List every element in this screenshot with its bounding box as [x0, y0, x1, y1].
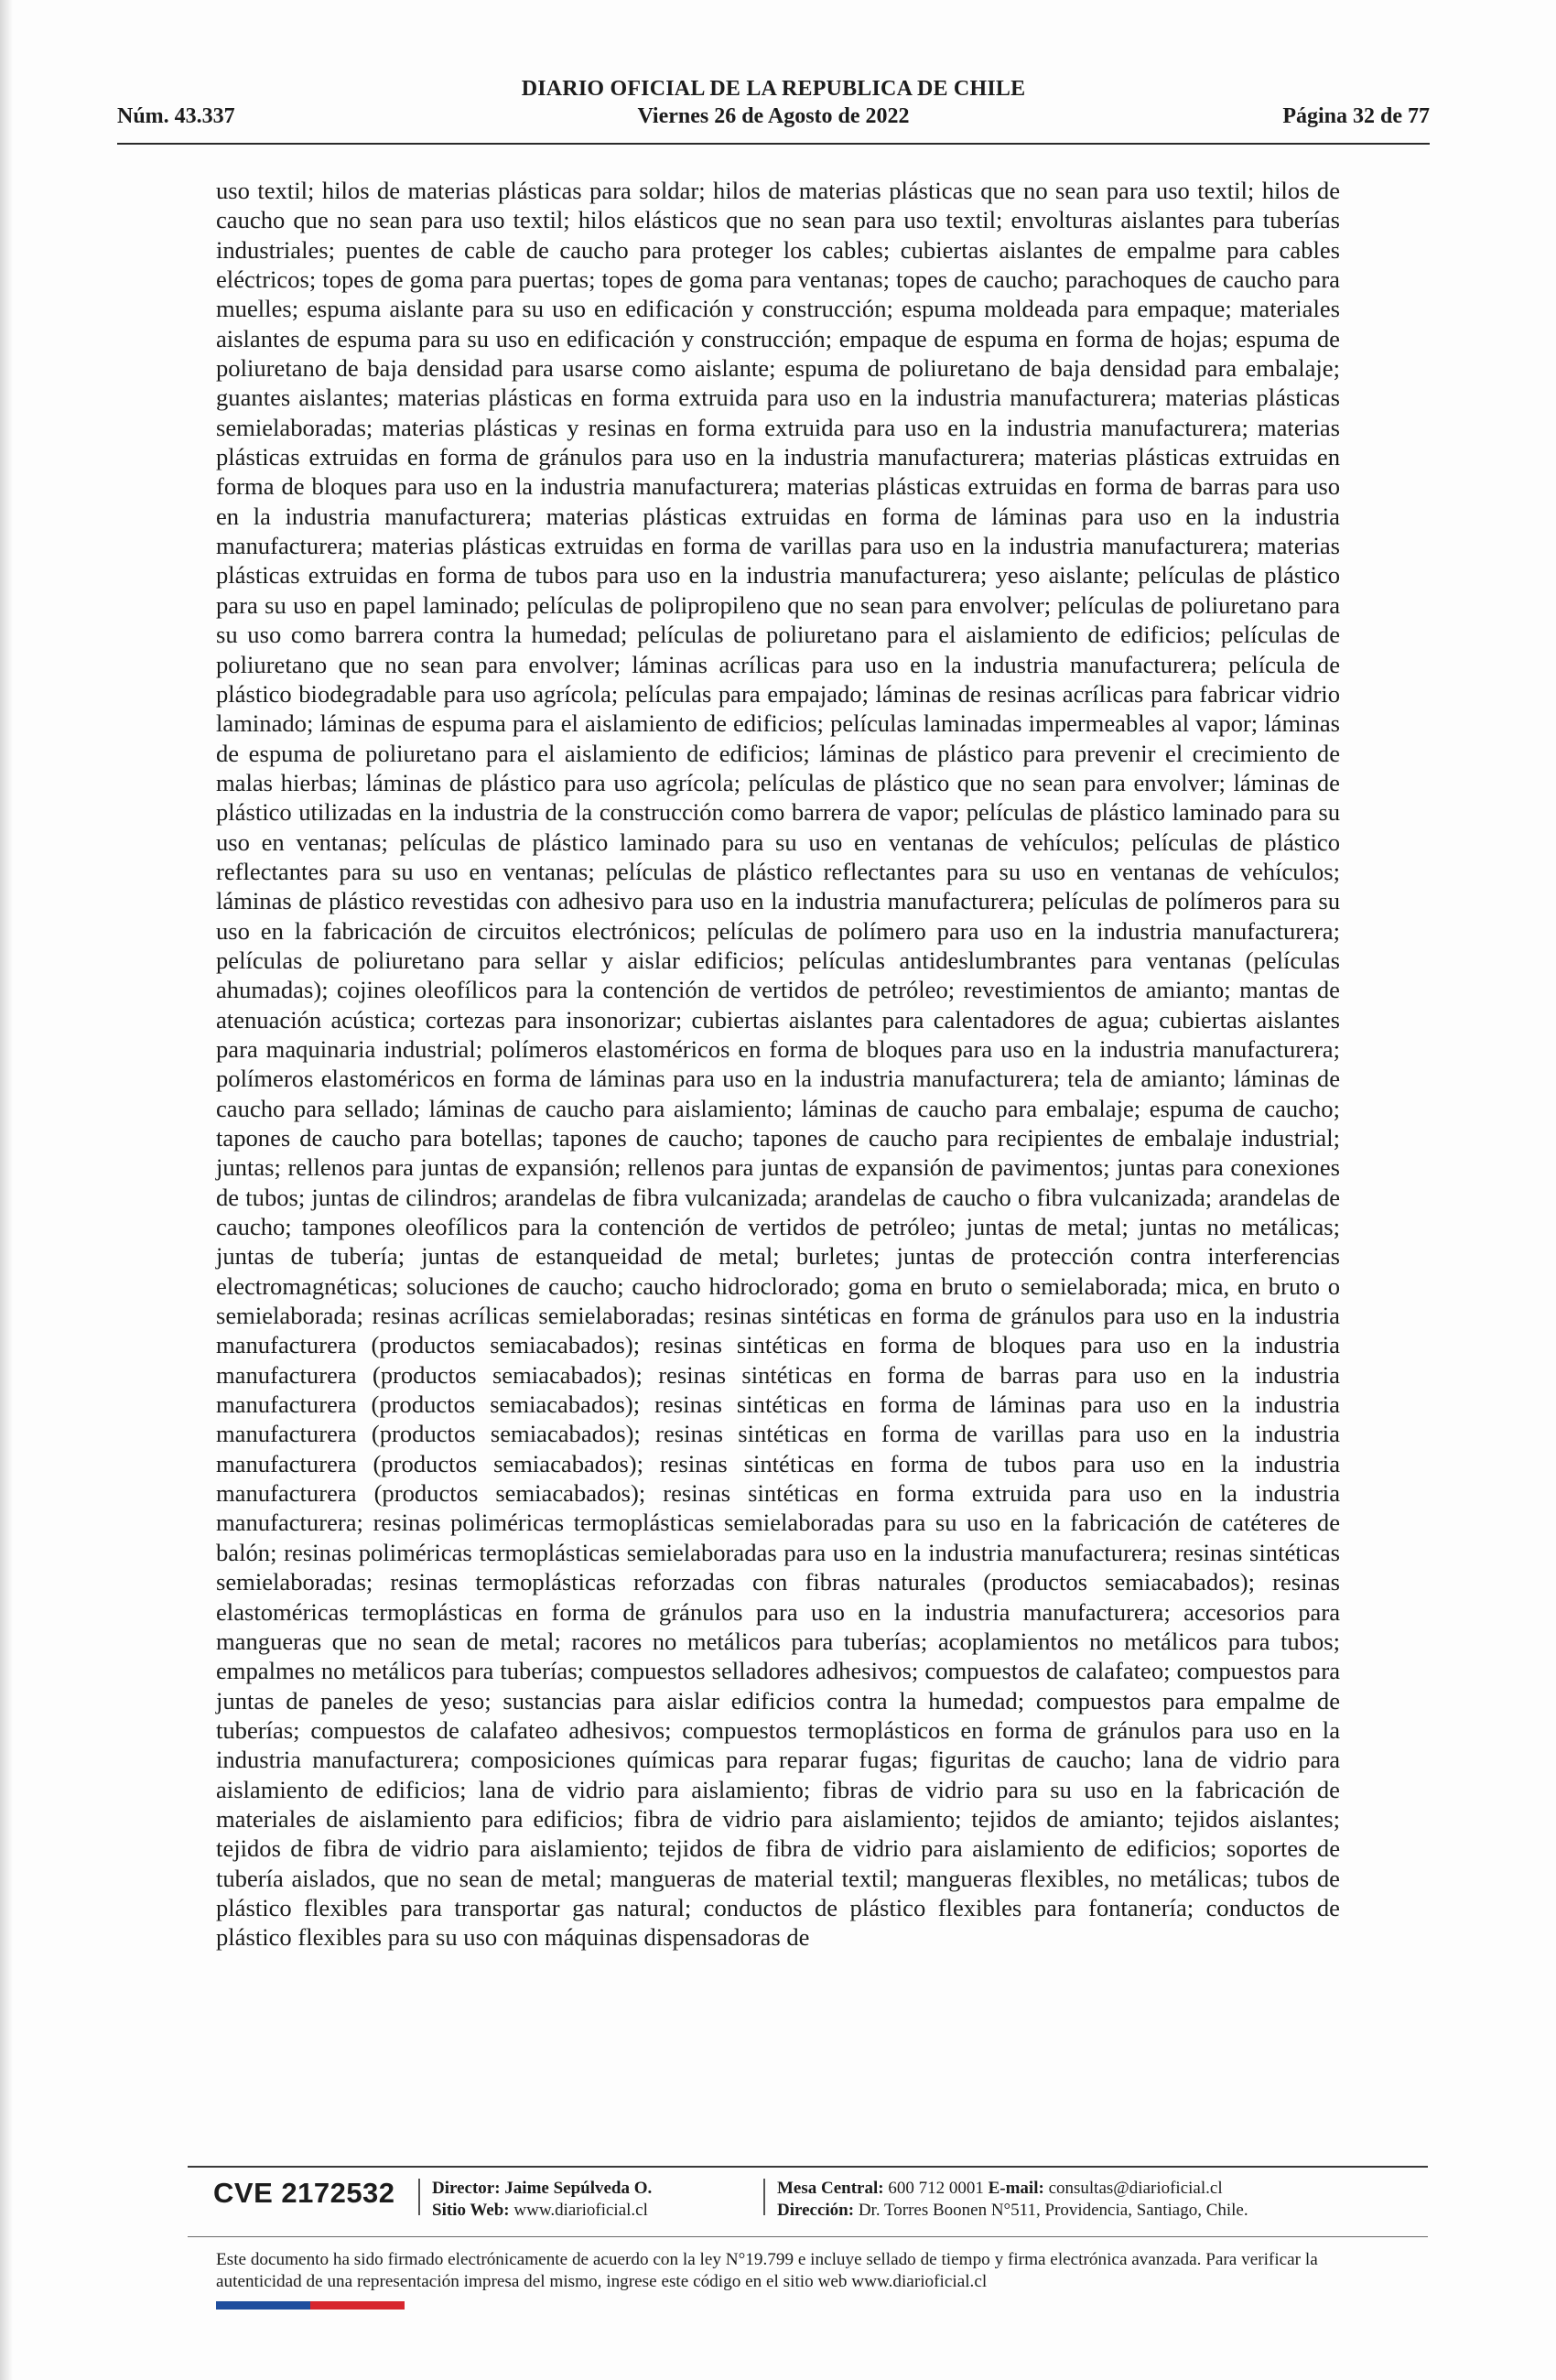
- cve-code: CVE 2172532: [213, 2177, 395, 2209]
- website-line: [432, 2200, 652, 2222]
- footer-divider-lower: [188, 2236, 1428, 2237]
- website-link[interactable]: www.diarioficial.cl: [513, 2201, 648, 2220]
- director-info: [432, 2178, 652, 2222]
- page-edge-shadow: [0, 0, 13, 2380]
- signature-notice: Este documento ha sido firmado electrónicamente de acuerdo con la ley N°19.799 e incluye sellado de tiempo y firma electrónica avanzada. Para verificar la autenticidad de una representación impresa del mismo, ingrese este código en el sitio web www.diarioficial.cl: [216, 2250, 1318, 2291]
- footer-separator: [418, 2179, 420, 2215]
- flag-blue-segment: [216, 2301, 310, 2310]
- flag-red-segment: [310, 2301, 405, 2310]
- website-label: Sitio Web:: [432, 2201, 514, 2220]
- mesa-email-line: [777, 2178, 1248, 2200]
- footer-separator: [763, 2179, 765, 2215]
- email-label: E-mail:: [988, 2179, 1049, 2198]
- mesa-value: 600 712 0001: [888, 2179, 989, 2198]
- page-number: Página 32 de 77: [1282, 104, 1430, 128]
- body-paragraph: uso textil; hilos de materias plásticas para soldar; hilos de materias plásticas que no sean para uso textil; hilos de caucho que no sean para uso textil; hilos elásticos que no sean para uso textil; envolturas aislantes para tuberías industriales; puentes de cable de caucho para proteger los cables; cubiertas aislantes de empalme para cables eléctricos; topes de goma para puertas; topes de goma para ventanas; topes de caucho; parachoques de caucho para muelles; espuma aislante para su uso en edificación y construcción; espuma moldeada para empaque; materiales aislantes de espuma para su uso en edificación y construcción; empaque de espuma en forma de hojas; espuma de poliuretano de baja densidad para usarse como aislante; espuma de poliuretano de baja densidad para embalaje; guantes aislantes; materias plásticas en forma extruida para uso en la industria manufacturera; materias plásticas semielaboradas; materias plásticas y resinas en forma extruida para uso en la industria manufacturera; materias plásticas extruidas en forma de gránulos para uso en la industria manufacturera; materias plásticas extruidas en forma de bloques para uso en la industria manufacturera; materias plásticas extruidas en forma de barras para uso en la industria manufacturera; materias plásticas extruidas en forma de láminas para uso en la industria manufacturera; materias plásticas extruidas en forma de varillas para uso en la industria manufacturera; materias plásticas extruidas en forma de tubos para uso en la industria manufacturera; yeso aislante; películas de plástico para su uso en papel laminado; películas de polipropileno que no sean para envolver; películas de poliuretano para su uso como barrera contra la humedad; películas de poliuretano para el aislamiento de edificios; películas de poliuretano que no sean para envolver; láminas acrílicas para uso en la industria manufacturera; película de plástico biodegradable para uso agrícola; películas para empajado; láminas de resinas acrílicas para fabricar vidrio laminado; láminas de espuma para el aislamiento de edificios; películas laminadas impermeables al vapor; láminas de espuma de poliuretano para el aislamiento de edificios; láminas de plástico para prevenir el crecimiento de malas hierbas; láminas de plástico para uso agrícola; películas de plástico que no sean para envolver; láminas de plástico utilizadas en la industria de la construcción como barrera de vapor; películas de plástico laminado para su uso en ventanas; películas de plástico laminado para su uso en ventanas de vehículos; películas de plástico reflectantes para su uso en ventanas; películas de plástico reflectantes para su uso en ventanas de vehículos; láminas de plástico revestidas con adhesivo para uso en la industria manufacturera; películas de polímeros para su uso en la fabricación de circuitos electrónicos; películas de polímero para uso en la industria manufacturera; películas de poliuretano para sellar y aislar edificios; películas antideslumbrantes para ventanas (películas ahumadas); cojines oleofílicos para la contención de vertidos de petróleo; revestimientos de amianto; mantas de atenuación acústica; cortezas para insonorizar; cubiertas aislantes para calentadores de agua; cubiertas aislantes para maquinaria industrial; polímeros elastoméricos en forma de bloques para uso en la industria manufacturera; polímeros elastoméricos en forma de láminas para uso en la industria manufacturera; tela de amianto; láminas de caucho para sellado; láminas de caucho para aislamiento; láminas de caucho para embalaje; espuma de caucho; tapones de caucho para botellas; tapones de caucho; tapones de caucho para recipientes de embalaje industrial; juntas; rellenos para juntas de expansión; rellenos para juntas de expansión de pavimentos; juntas para conexiones de tubos; juntas de cilindros; arandelas de fibra vulcanizada; arandelas de caucho o fibra vulcanizada; arandelas de caucho; tampones oleofílicos para la contención de vertidos de petróleo; juntas de metal; juntas no metálicas; juntas de tubería; juntas de estanqueidad de metal; burletes; juntas de protección contra interferencias electromagnéticas; soluciones de caucho; caucho hidroclorado; goma en bruto o semielaborada; mica, en bruto o semielaborada; resinas acrílicas semielaboradas; resinas sintéticas en forma de gránulos para uso en la industria manufacturera (productos semiacabados); resinas sintéticas en forma de bloques para uso en la industria manufacturera (productos semiacabados); resinas sintéticas en forma de barras para uso en la industria manufacturera (productos semiacabados); resinas sintéticas en forma de láminas para uso en la industria manufacturera (productos semiacabados); resinas sintéticas en forma de varillas para uso en la industria manufacturera (productos semiacabados); resinas sintéticas en forma de tubos para uso en la industria manufacturera (productos semiacabados); resinas sintéticas en forma extruida para uso en la industria manufacturera; resinas poliméricas termoplásticas semielaboradas para su uso en la fabricación de catéteres de balón; resinas poliméricas termoplásticas semielaboradas para uso en la industria manufacturera; resinas sintéticas semielaboradas; resinas termoplásticas reforzadas con fibras naturales (productos semiacabados); resinas elastoméricas termoplásticas en forma de gránulos para uso en la industria manufacturera; accesorios para mangueras que no sean de metal; racores no metálicos para tuberías; acoplamientos no metálicos para tubos; empalmes no metálicos para tuberías; compuestos selladores adhesivos; compuestos de calafateo; compuestos para juntas de paneles de yeso; sustancias para aislar edificios contra la humedad; compuestos para empalme de tuberías; compuestos de calafateo adhesivos; compuestos termoplásticos en forma de gránulos para uso en la industria manufacturera; composiciones químicas para reparar fugas; figuritas de caucho; lana de vidrio para aislamiento de edificios; lana de vidrio para aislamiento; fibras de vidrio para su uso en la fabricación de materiales de aislamiento para edificios; fibra de vidrio para aislamiento; tejidos de amianto; tejidos aislantes; tejidos de fibra de vidrio para aislamiento; tejidos de fibra de vidrio para aislamiento de edificios; soportes de tubería aislados, que no sean de metal; mangueras de material textil; mangueras flexibles, no metálicas; tubos de plástico flexibles para transportar gas natural; conductos de plástico flexibles para fontanería; conductos de plástico flexibles para su uso con máquinas dispensadoras de: [216, 177, 1340, 1952]
- address-label: Dirección:: [777, 2201, 859, 2220]
- issue-number: Núm. 43.337: [117, 104, 235, 128]
- address-value: Dr. Torres Boonen N°511, Providencia, Santiago, Chile.: [858, 2201, 1248, 2220]
- address-line: [777, 2200, 1248, 2222]
- issue-date: Viernes 26 de Agosto de 2022: [637, 104, 910, 128]
- page-header: [117, 77, 1430, 143]
- header-divider: [117, 143, 1430, 145]
- footer-divider: [188, 2166, 1428, 2168]
- contact-info: [777, 2178, 1248, 2222]
- publication-title: DIARIO OFICIAL DE LA REPUBLICA DE CHILE: [521, 77, 1026, 101]
- email-link[interactable]: consultas@diarioficial.cl: [1048, 2179, 1223, 2198]
- director-line: [432, 2178, 652, 2200]
- director-name: Jaime Sepúlveda O.: [504, 2179, 653, 2198]
- mesa-label: Mesa Central:: [777, 2179, 889, 2198]
- chile-flag-stripe: [216, 2301, 405, 2310]
- director-label: Director:: [432, 2179, 505, 2198]
